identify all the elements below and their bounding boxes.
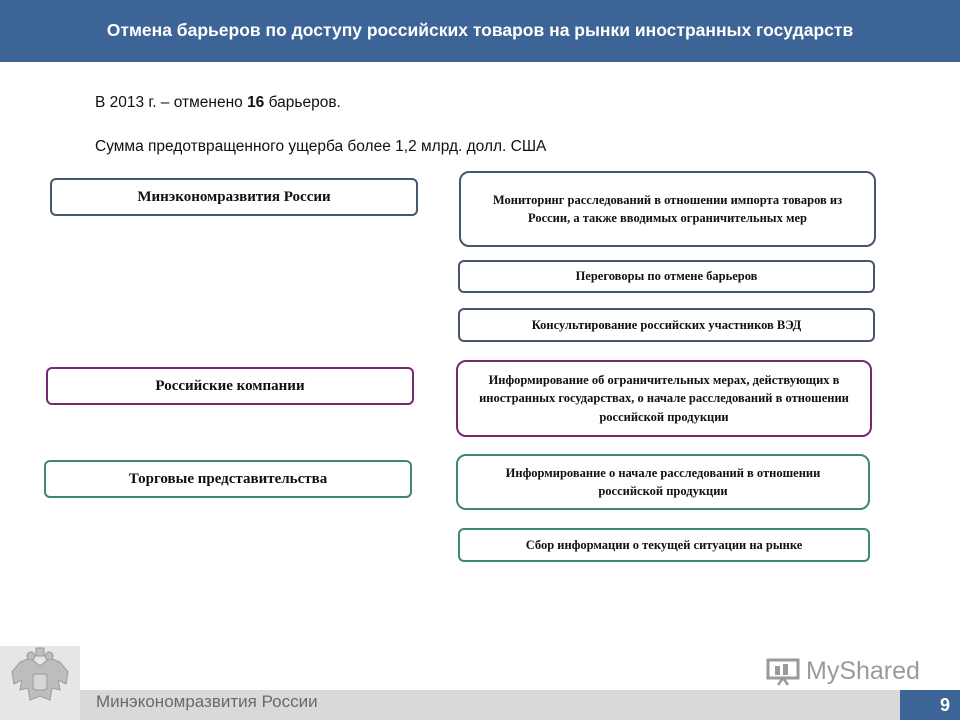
header-bar [0, 0, 960, 62]
damage-stat: Сумма предотвращенного ущерба более 1,2 млрд. долл. США [95, 138, 547, 155]
watermark [766, 656, 920, 686]
ministry-box: Минэкономразвития России [50, 178, 418, 216]
stat-suffix: барьеров. [264, 94, 341, 111]
page-title: Отмена барьеров по доступу российских товаров на рынки иностранных государств [106, 20, 854, 40]
investigation-info-box: Информирование о начале расследований в отношении российской продукции [456, 454, 870, 510]
watermark-text: MyShared [806, 656, 920, 685]
negotiations-box: Переговоры по отмене барьеров [458, 260, 875, 293]
barriers-stat [95, 94, 341, 112]
footer-org: Минэкономразвития России [96, 692, 318, 711]
trade-missions-box: Торговые представительства [44, 460, 412, 498]
page-number: 9 [900, 690, 960, 720]
emblem-icon [0, 646, 80, 720]
stat-number: 16 [247, 94, 265, 111]
stat-prefix: В 2013 г. – отменено [95, 94, 248, 111]
consulting-box: Консультирование российских участников ВЭД [458, 308, 875, 342]
russian-companies-box: Российские компании [46, 367, 414, 405]
restrictive-measures-box: Информирование об ограничительных мерах, действующих в иностранных государствах, о начале расследований в отношении российской продукции [456, 360, 872, 437]
presentation-icon [766, 656, 800, 686]
monitoring-box: Мониторинг расследований в отношении импорта товаров из России, а также вводимых ограничительных мер [459, 171, 876, 247]
market-info-box: Сбор информации о текущей ситуации на рынке [458, 528, 870, 562]
